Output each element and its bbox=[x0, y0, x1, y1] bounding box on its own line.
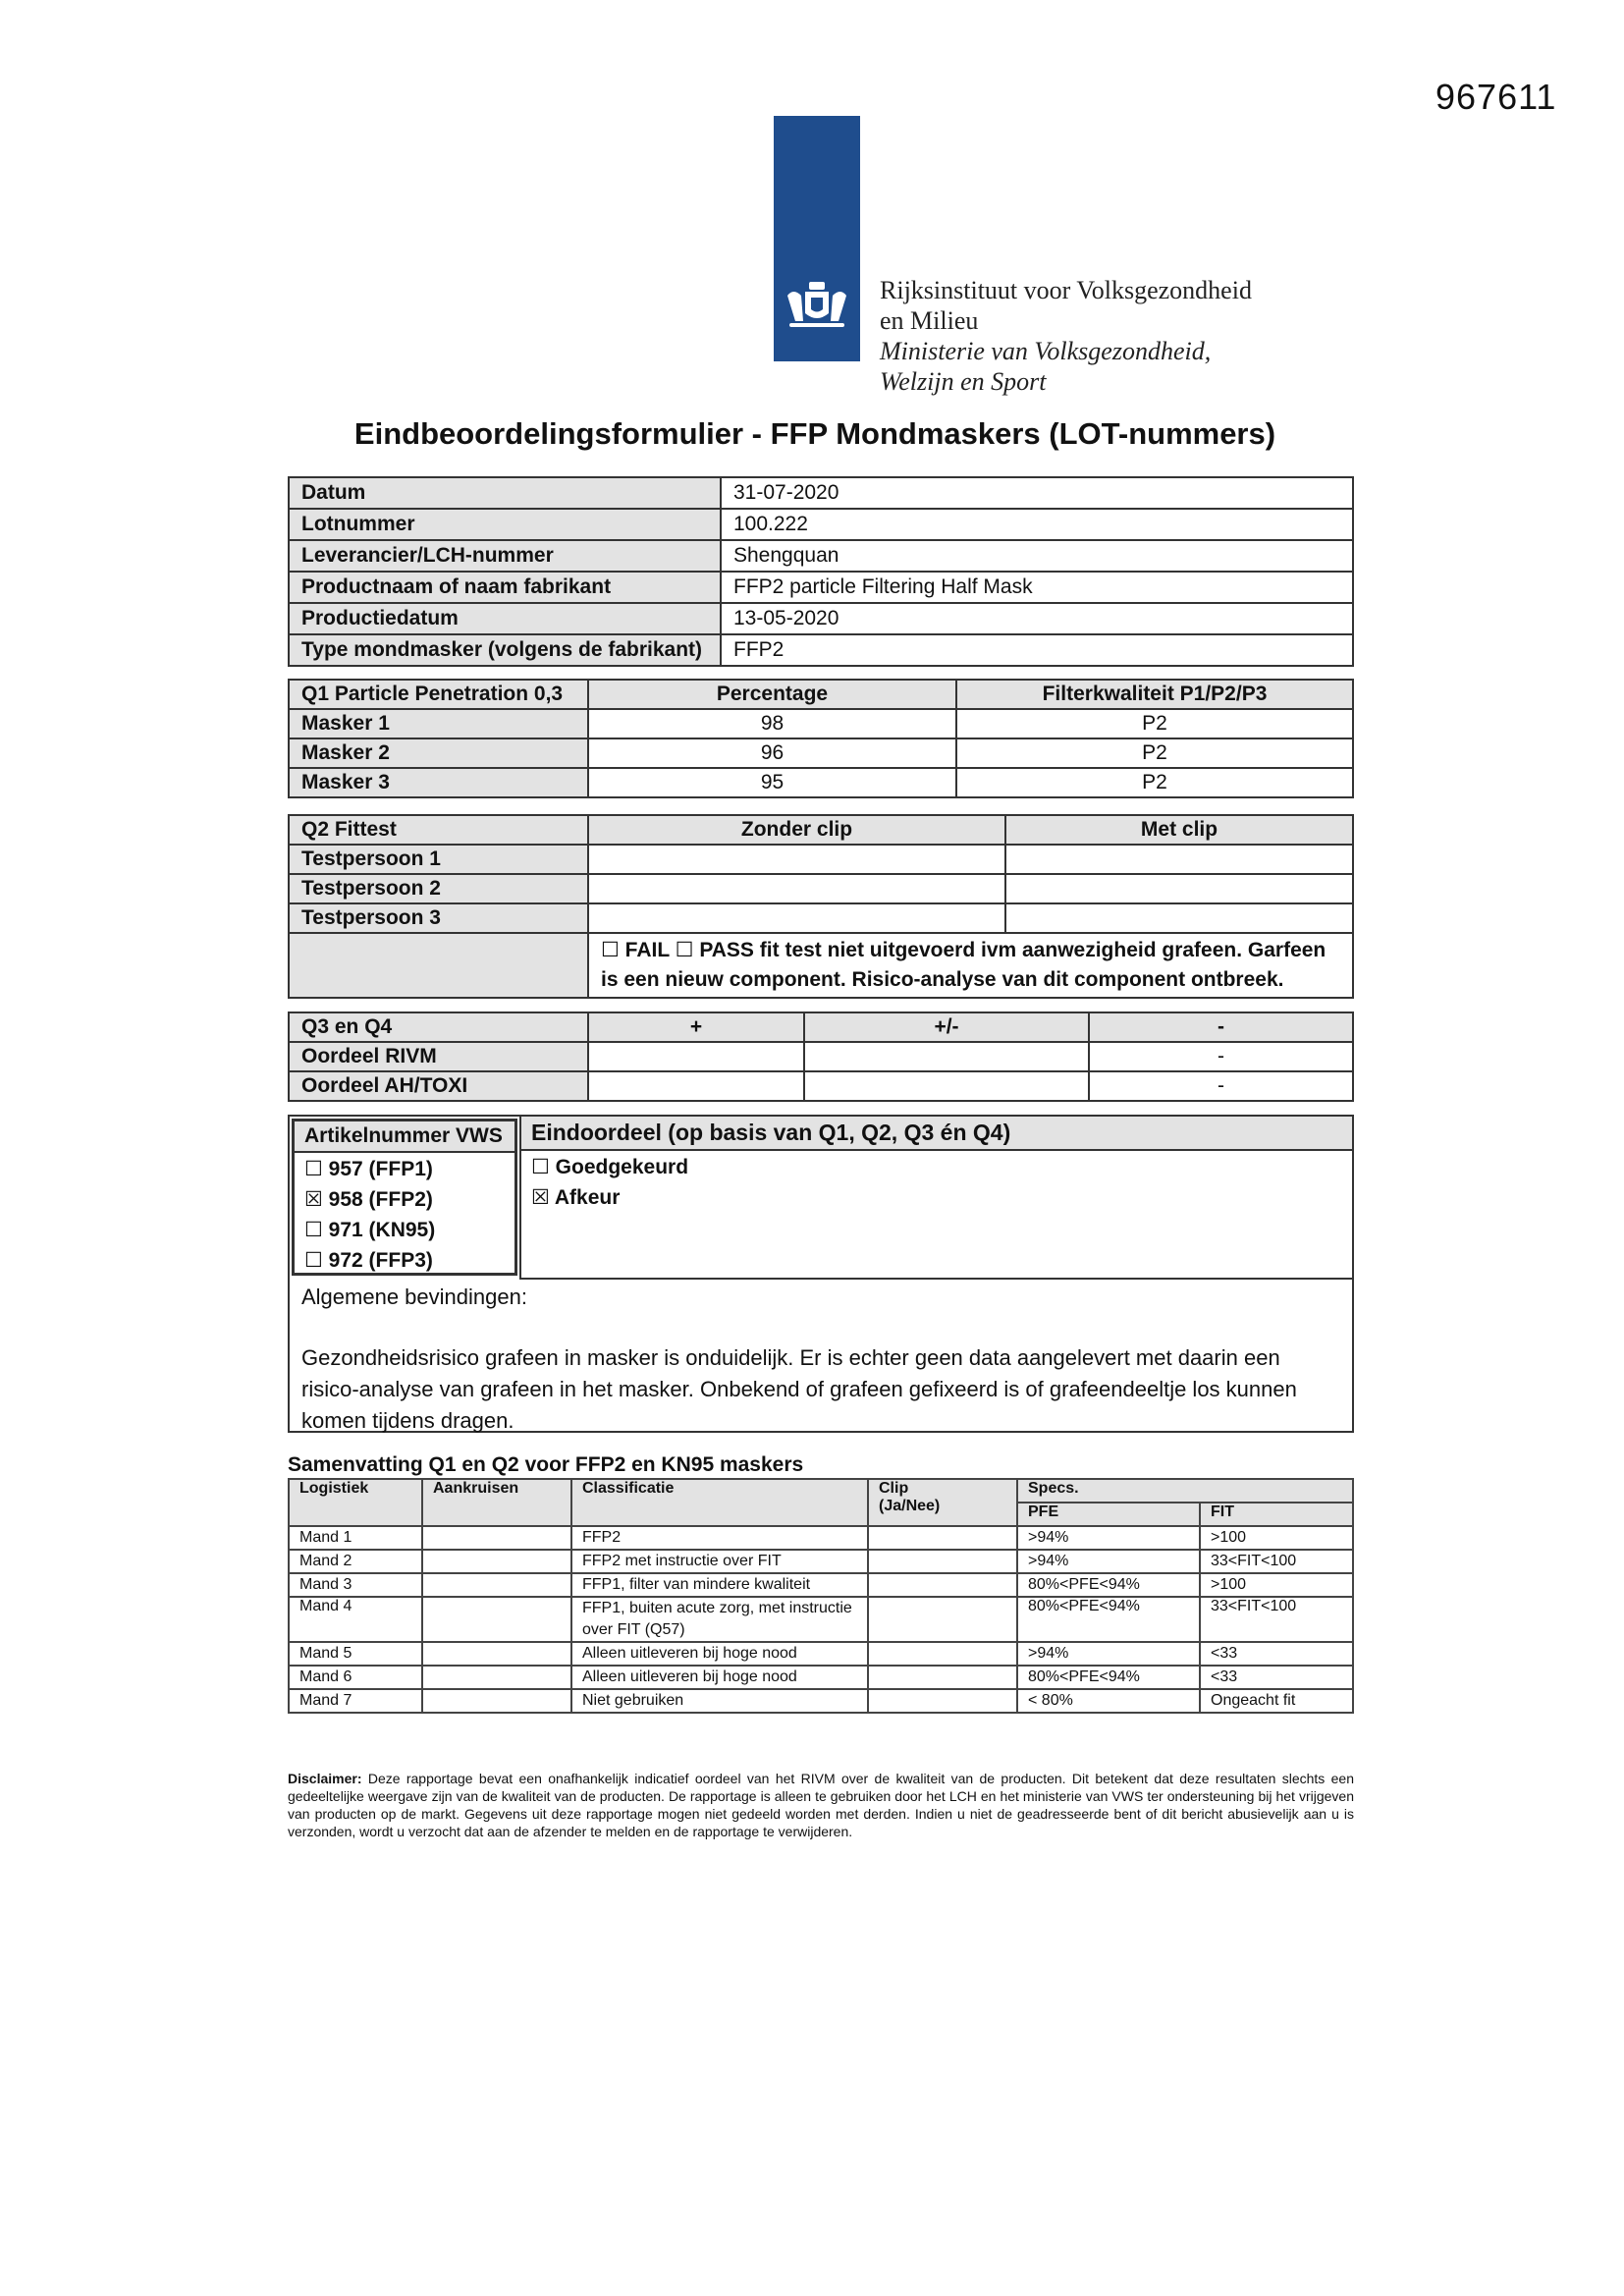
checkbox-icon[interactable]: ☐ bbox=[531, 1156, 550, 1178]
table-header-row bbox=[289, 1012, 1353, 1042]
info-label: Productnaam of naam fabrikant bbox=[289, 572, 721, 603]
info-label: Type mondmasker (volgens de fabrikant) bbox=[289, 634, 721, 666]
document-number: 967611 bbox=[1435, 77, 1557, 117]
classification: FFP1, buiten acute zorg, met instructie over FIT (Q57) bbox=[571, 1597, 868, 1642]
aankruisen-cell[interactable] bbox=[422, 1550, 571, 1573]
mask-quality: P2 bbox=[956, 738, 1353, 768]
classification: FFP2 bbox=[571, 1526, 868, 1550]
checkbox-icon[interactable]: ☐ bbox=[304, 1158, 323, 1180]
fit-value: 33<FIT<100 bbox=[1200, 1550, 1353, 1573]
article-option[interactable] bbox=[295, 1153, 514, 1183]
mask-quality: P2 bbox=[956, 709, 1353, 738]
final-verdict-panel bbox=[519, 1117, 1352, 1280]
general-findings-text: Gezondheidsrisico grafeen in masker is onduidelijk. Er is echter geen data aangelevert met daarin een risico-analyse van grafeen in het masker. Onbekend of grafeen gefixeerd is of grafeendeeltje los kunnen komen tijdens dragen. bbox=[301, 1345, 1297, 1433]
fittest-note bbox=[588, 933, 1353, 998]
disclaimer-label: Disclaimer: bbox=[288, 1771, 362, 1786]
info-value: 31-07-2020 bbox=[721, 477, 1353, 509]
summary-header-fit: FIT bbox=[1200, 1503, 1353, 1526]
mask-percentage: 95 bbox=[588, 768, 956, 797]
aankruisen-cell[interactable] bbox=[422, 1573, 571, 1597]
info-value: FFP2 particle Filtering Half Mask bbox=[721, 572, 1353, 603]
org-line-4: Welzijn en Sport bbox=[880, 367, 1047, 396]
info-row bbox=[289, 634, 1353, 666]
summary-header-specs: Specs. bbox=[1017, 1479, 1353, 1503]
final-verdict-header: Eindoordeel (op basis van Q1, Q2, Q3 én Q4) bbox=[521, 1117, 1352, 1151]
fail-label: FAIL bbox=[624, 939, 670, 961]
fittest-note-line-2: is een nieuw component. Risico-analyse van dit component ontbreek. bbox=[601, 968, 1284, 991]
verdict-option[interactable] bbox=[521, 1151, 1352, 1181]
disclaimer bbox=[288, 1770, 1354, 1840]
info-row bbox=[289, 477, 1353, 509]
judgement-label: Oordeel RIVM bbox=[289, 1042, 588, 1071]
checkbox-checked-icon[interactable]: ☒ bbox=[304, 1188, 323, 1211]
aankruisen-cell[interactable] bbox=[422, 1642, 571, 1666]
table-row bbox=[289, 903, 1353, 933]
summary-header-pfe: PFE bbox=[1017, 1503, 1200, 1526]
verdict-option[interactable] bbox=[521, 1181, 1352, 1212]
q34-header-minus: - bbox=[1089, 1012, 1353, 1042]
checkbox-icon[interactable]: ☐ bbox=[304, 1219, 323, 1241]
verdict-option-label: Goedgekeurd bbox=[555, 1156, 689, 1178]
table-row bbox=[289, 768, 1353, 797]
table-row bbox=[289, 1550, 1353, 1573]
clip-cell[interactable] bbox=[868, 1689, 1017, 1713]
q2-fittest-table bbox=[288, 814, 1354, 999]
table-row bbox=[289, 1642, 1353, 1666]
classification: FFP2 met instructie over FIT bbox=[571, 1550, 868, 1573]
article-option[interactable] bbox=[295, 1183, 514, 1214]
q3-q4-table bbox=[288, 1011, 1354, 1102]
info-value: FFP2 bbox=[721, 634, 1353, 666]
org-line-3: Ministerie van Volksgezondheid, bbox=[880, 337, 1212, 365]
article-option-label: 971 (KN95) bbox=[328, 1219, 436, 1241]
summary-header-clip-line1: Clip bbox=[879, 1480, 909, 1497]
testperson-label: Testpersoon 2 bbox=[289, 874, 588, 903]
table-row bbox=[289, 1042, 1353, 1071]
summary-title: Samenvatting Q1 en Q2 voor FFP2 en KN95 maskers bbox=[288, 1453, 804, 1476]
mask-percentage: 96 bbox=[588, 738, 956, 768]
fit-value: >100 bbox=[1200, 1573, 1353, 1597]
q1-header-label: Q1 Particle Penetration 0,3 bbox=[289, 680, 588, 709]
fittest-note-line-1: fit test niet uitgevoerd ivm aanwezigheid grafeen. Garfeen bbox=[759, 939, 1326, 961]
pfe-value: 80%<PFE<94% bbox=[1017, 1597, 1200, 1642]
fit-value: <33 bbox=[1200, 1666, 1353, 1689]
table-row bbox=[289, 1689, 1353, 1713]
summary-table bbox=[288, 1478, 1354, 1714]
mask-label: Masker 3 bbox=[289, 768, 588, 797]
info-row bbox=[289, 509, 1353, 540]
form-title: Eindbeoordelingsformulier - FFP Mondmaskers (LOT-nummers) bbox=[353, 416, 1276, 451]
mask-quality: P2 bbox=[956, 768, 1353, 797]
table-header-row bbox=[289, 680, 1353, 709]
classification: FFP1, filter van mindere kwaliteit bbox=[571, 1573, 868, 1597]
clip-cell[interactable] bbox=[868, 1550, 1017, 1573]
clip-cell[interactable] bbox=[868, 1597, 1017, 1642]
verdict-option-label: Afkeur bbox=[554, 1186, 621, 1209]
q1-header-percentage: Percentage bbox=[588, 680, 956, 709]
classification: Niet gebruiken bbox=[571, 1689, 868, 1713]
article-option-label: 972 (FFP3) bbox=[328, 1249, 433, 1272]
pfe-value: < 80% bbox=[1017, 1689, 1200, 1713]
pfe-value: >94% bbox=[1017, 1526, 1200, 1550]
clip-cell[interactable] bbox=[868, 1666, 1017, 1689]
mand-label: Mand 7 bbox=[289, 1689, 422, 1713]
pfe-value: >94% bbox=[1017, 1550, 1200, 1573]
q1-header-quality: Filterkwaliteit P1/P2/P3 bbox=[956, 680, 1353, 709]
checkbox-checked-icon[interactable]: ☒ bbox=[531, 1186, 550, 1209]
final-judgement-section bbox=[288, 1115, 1354, 1433]
clip-cell[interactable] bbox=[868, 1573, 1017, 1597]
info-row bbox=[289, 572, 1353, 603]
q34-header-plus: + bbox=[588, 1012, 804, 1042]
pass-label: PASS bbox=[699, 939, 754, 961]
pfe-value: >94% bbox=[1017, 1642, 1200, 1666]
fit-value: <33 bbox=[1200, 1642, 1353, 1666]
q34-header-label: Q3 en Q4 bbox=[289, 1012, 588, 1042]
testperson-label: Testpersoon 1 bbox=[289, 845, 588, 874]
mand-label: Mand 6 bbox=[289, 1666, 422, 1689]
article-option-label: 957 (FFP1) bbox=[328, 1158, 433, 1180]
table-row bbox=[289, 1666, 1353, 1689]
article-number-panel bbox=[292, 1119, 517, 1276]
mand-label: Mand 3 bbox=[289, 1573, 422, 1597]
coat-of-arms-icon bbox=[780, 276, 854, 335]
summary-header-clip bbox=[868, 1479, 1017, 1526]
info-label: Productiedatum bbox=[289, 603, 721, 634]
table-row bbox=[289, 1597, 1353, 1642]
mask-percentage: 98 bbox=[588, 709, 956, 738]
checkbox-icon[interactable]: ☐ bbox=[304, 1249, 323, 1272]
organization-name bbox=[880, 275, 1252, 397]
info-label: Lotnummer bbox=[289, 509, 721, 540]
article-option[interactable] bbox=[295, 1244, 514, 1275]
org-line-2: en Milieu bbox=[880, 306, 979, 335]
disclaimer-text: Deze rapportage bevat een onafhankelijk indicatief oordeel van het RIVM over de kwaliteit van de producten. Dit betekent dat deze resultaten slechts een gedeeltelijke weergave zijn van de kwaliteit van de producten. De rapportage is alleen te gebruiken door het LCH en het ministerie van VWS ter ondersteuning bij het vrijgeven van producten op de markt. Gegevens uit deze rapportage mogen niet gedeeld worden met derden. Indien u niet de geadresseerde bent of dit bericht abusievelijk aan u is verzonden, wordt u verzocht dat aan de afzender te melden en de rapportage te verwijderen. bbox=[288, 1771, 1355, 1839]
summary-header-aankruisen: Aankruisen bbox=[422, 1479, 571, 1526]
mask-label: Masker 1 bbox=[289, 709, 588, 738]
mask-label: Masker 2 bbox=[289, 738, 588, 768]
pfe-value: 80%<PFE<94% bbox=[1017, 1573, 1200, 1597]
general-findings bbox=[301, 1282, 1340, 1437]
clip-cell[interactable] bbox=[868, 1642, 1017, 1666]
table-row bbox=[289, 1573, 1353, 1597]
table-row bbox=[289, 1071, 1353, 1101]
info-label: Datum bbox=[289, 477, 721, 509]
article-number-header: Artikelnummer VWS bbox=[295, 1121, 514, 1153]
info-row bbox=[289, 603, 1353, 634]
table-header-row bbox=[289, 1479, 1353, 1503]
aankruisen-cell[interactable] bbox=[422, 1526, 571, 1550]
pfe-value: 80%<PFE<94% bbox=[1017, 1666, 1200, 1689]
q1-penetration-table bbox=[288, 679, 1354, 798]
info-row bbox=[289, 540, 1353, 572]
fit-value: 33<FIT<100 bbox=[1200, 1597, 1353, 1642]
q2-header-with-clip: Met clip bbox=[1005, 815, 1353, 845]
info-value: 100.222 bbox=[721, 509, 1353, 540]
table-row bbox=[289, 738, 1353, 768]
fail-checkbox[interactable]: ☐ bbox=[601, 939, 620, 961]
classification: Alleen uitleveren bij hoge nood bbox=[571, 1666, 868, 1689]
aankruisen-cell[interactable] bbox=[422, 1597, 571, 1642]
q2-header-without-clip: Zonder clip bbox=[588, 815, 1005, 845]
general-findings-label: Algemene bevindingen: bbox=[301, 1285, 527, 1309]
product-info-table bbox=[288, 476, 1354, 667]
table-header-row bbox=[289, 815, 1353, 845]
summary-header-clip-line2: (Ja/Nee) bbox=[879, 1498, 941, 1514]
pass-checkbox[interactable]: ☐ bbox=[675, 939, 694, 961]
judgement-minus: - bbox=[1089, 1071, 1353, 1101]
article-option-label: 958 (FFP2) bbox=[328, 1188, 433, 1211]
q34-header-plusminus: +/- bbox=[804, 1012, 1089, 1042]
table-row bbox=[289, 1526, 1353, 1550]
judgement-minus: - bbox=[1089, 1042, 1353, 1071]
info-label: Leverancier/LCH-nummer bbox=[289, 540, 721, 572]
table-row bbox=[289, 933, 1353, 998]
info-value: 13-05-2020 bbox=[721, 603, 1353, 634]
table-row bbox=[289, 874, 1353, 903]
org-line-1: Rijksinstituut voor Volksgezondheid bbox=[880, 276, 1252, 304]
classification: Alleen uitleveren bij hoge nood bbox=[571, 1642, 868, 1666]
article-option[interactable] bbox=[295, 1214, 514, 1244]
q2-header-label: Q2 Fittest bbox=[289, 815, 588, 845]
table-row bbox=[289, 845, 1353, 874]
info-value: Shengquan bbox=[721, 540, 1353, 572]
fit-value: Ongeacht fit bbox=[1200, 1689, 1353, 1713]
testperson-label: Testpersoon 3 bbox=[289, 903, 588, 933]
mand-label: Mand 2 bbox=[289, 1550, 422, 1573]
aankruisen-cell[interactable] bbox=[422, 1666, 571, 1689]
government-logo bbox=[774, 116, 860, 361]
mand-label: Mand 4 bbox=[289, 1597, 422, 1642]
aankruisen-cell[interactable] bbox=[422, 1689, 571, 1713]
table-row bbox=[289, 709, 1353, 738]
judgement-label: Oordeel AH/TOXI bbox=[289, 1071, 588, 1101]
summary-header-classificatie: Classificatie bbox=[571, 1479, 868, 1526]
mand-label: Mand 1 bbox=[289, 1526, 422, 1550]
mand-label: Mand 5 bbox=[289, 1642, 422, 1666]
clip-cell[interactable] bbox=[868, 1526, 1017, 1550]
summary-header-logistiek: Logistiek bbox=[289, 1479, 422, 1526]
fit-value: >100 bbox=[1200, 1526, 1353, 1550]
